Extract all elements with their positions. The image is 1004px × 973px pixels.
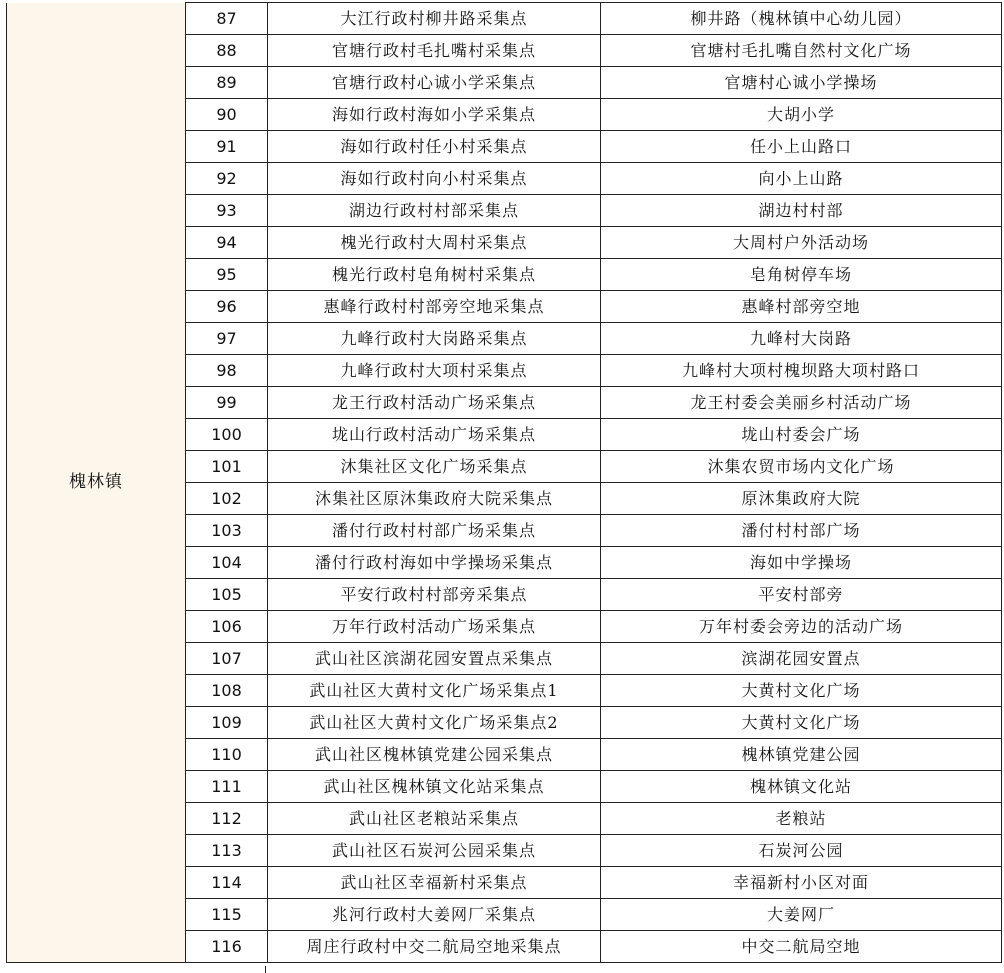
point-name-cell: 武山社区石炭河公园采集点 [268,835,601,867]
point-name-cell: 武山社区槐林镇文化站采集点 [268,771,601,803]
point-name-cell: 湖边行政村村部采集点 [268,195,601,227]
point-name-cell: 潘付行政村海如中学操场采集点 [268,547,601,579]
point-name-cell: 官塘行政村毛扎嘴村采集点 [268,35,601,67]
point-name-cell: 九峰行政村大项村采集点 [268,355,601,387]
location-cell: 中交二航局空地 [601,931,1002,963]
row-number-cell: 94 [186,227,268,259]
point-name-cell: 海如行政村向小村采集点 [268,163,601,195]
location-cell: 惠峰村部旁空地 [601,291,1002,323]
row-number-cell: 95 [186,259,268,291]
location-cell: 石炭河公园 [601,835,1002,867]
row-number-cell: 109 [186,707,268,739]
row-number-cell: 112 [186,803,268,835]
row-number-cell: 88 [186,35,268,67]
location-cell: 湖边村村部 [601,195,1002,227]
bottom-edge [0,966,1004,973]
point-name-cell: 武山社区老粮站采集点 [268,803,601,835]
row-number-cell: 115 [186,899,268,931]
row-number-cell: 101 [186,451,268,483]
location-cell: 龙王村委会美丽乡村活动广场 [601,387,1002,419]
location-cell: 大姜网厂 [601,899,1002,931]
location-cell: 九峰村大岗路 [601,323,1002,355]
point-name-cell: 平安行政村村部旁采集点 [268,579,601,611]
point-name-cell: 武山社区大黄村文化广场采集点2 [268,707,601,739]
point-name-cell: 沐集社区原沐集政府大院采集点 [268,483,601,515]
location-cell: 滨湖花园安置点 [601,643,1002,675]
row-number-cell: 89 [186,67,268,99]
point-name-cell: 武山社区大黄村文化广场采集点1 [268,675,601,707]
row-number-cell: 110 [186,739,268,771]
row-number-cell: 93 [186,195,268,227]
row-number-cell: 99 [186,387,268,419]
point-name-cell: 万年行政村活动广场采集点 [268,611,601,643]
location-cell: 官塘村毛扎嘴自然村文化广场 [601,35,1002,67]
location-cell: 槐林镇文化站 [601,771,1002,803]
location-cell: 平安村部旁 [601,579,1002,611]
point-name-cell: 龙王行政村活动广场采集点 [268,387,601,419]
location-cell: 大黄村文化广场 [601,707,1002,739]
table-row [7,3,1002,35]
point-name-cell: 海如行政村海如小学采集点 [268,99,601,131]
row-number-cell: 116 [186,931,268,963]
location-cell: 大胡小学 [601,99,1002,131]
location-cell: 老粮站 [601,803,1002,835]
row-number-cell: 107 [186,643,268,675]
row-number-cell: 98 [186,355,268,387]
location-cell: 任小上山路口 [601,131,1002,163]
location-cell: 海如中学操场 [601,547,1002,579]
row-number-cell: 97 [186,323,268,355]
point-name-cell: 武山社区槐林镇党建公园采集点 [268,739,601,771]
point-name-cell: 槐光行政村大周村采集点 [268,227,601,259]
point-name-cell: 官塘行政村心诚小学采集点 [268,67,601,99]
location-cell: 幸福新村小区对面 [601,867,1002,899]
row-number-cell: 108 [186,675,268,707]
location-cell: 大周村户外活动场 [601,227,1002,259]
point-name-cell: 惠峰行政村村部旁空地采集点 [268,291,601,323]
location-cell: 潘付村村部广场 [601,515,1002,547]
location-cell: 九峰村大项村槐坝路大项村路口 [601,355,1002,387]
row-number-cell: 91 [186,131,268,163]
row-number-cell: 90 [186,99,268,131]
location-cell: 沐集农贸市场内文化广场 [601,451,1002,483]
point-name-cell: 九峰行政村大岗路采集点 [268,323,601,355]
column-divider [265,966,266,973]
point-name-cell: 大江行政村柳井路采集点 [268,3,601,35]
row-number-cell: 102 [186,483,268,515]
location-cell: 槐林镇党建公园 [601,739,1002,771]
point-name-cell: 潘付行政村村部广场采集点 [268,515,601,547]
point-name-cell: 兆河行政村大姜网厂采集点 [268,899,601,931]
location-cell: 垅山村委会广场 [601,419,1002,451]
location-cell: 向小上山路 [601,163,1002,195]
point-name-cell: 武山社区幸福新村采集点 [268,867,601,899]
location-cell: 官塘村心诚小学操场 [601,67,1002,99]
location-cell: 原沐集政府大院 [601,483,1002,515]
point-name-cell: 周庄行政村中交二航局空地采集点 [268,931,601,963]
location-cell: 大黄村文化广场 [601,675,1002,707]
row-number-cell: 113 [186,835,268,867]
location-cell: 柳井路（槐林镇中心幼儿园） [601,3,1002,35]
town-name-cell: 槐林镇 [7,3,186,963]
row-number-cell: 103 [186,515,268,547]
location-cell: 万年村委会旁边的活动广场 [601,611,1002,643]
row-number-cell: 106 [186,611,268,643]
point-name-cell: 垅山行政村活动广场采集点 [268,419,601,451]
collection-points-table [6,2,1002,963]
table-body [7,3,1002,963]
row-number-cell: 105 [186,579,268,611]
row-number-cell: 100 [186,419,268,451]
row-number-cell: 104 [186,547,268,579]
point-name-cell: 槐光行政村皂角树村采集点 [268,259,601,291]
row-number-cell: 96 [186,291,268,323]
point-name-cell: 武山社区滨湖花园安置点采集点 [268,643,601,675]
row-number-cell: 114 [186,867,268,899]
point-name-cell: 沐集社区文化广场采集点 [268,451,601,483]
row-number-cell: 92 [186,163,268,195]
row-number-cell: 87 [186,3,268,35]
location-cell: 皂角树停车场 [601,259,1002,291]
row-number-cell: 111 [186,771,268,803]
point-name-cell: 海如行政村任小村采集点 [268,131,601,163]
